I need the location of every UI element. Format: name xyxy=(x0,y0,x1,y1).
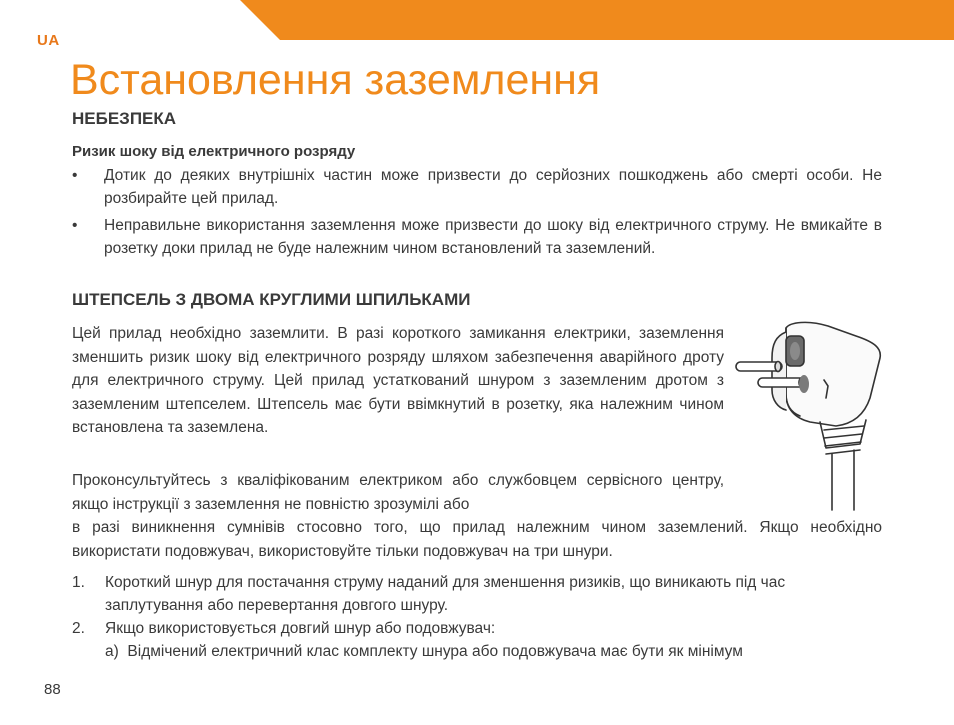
language-label: UA xyxy=(37,32,60,49)
sub-list-item xyxy=(105,640,885,663)
plug-section-heading: ШТЕПСЕЛЬ З ДВОМА КРУГЛИМИ ШПИЛЬКАМИ xyxy=(72,290,471,309)
page-title: Встановлення заземлення xyxy=(70,56,601,104)
consult-paragraph-end: в разі виникнення сумнівів стосовно того, що прилад належним чином заземлений. Якщо необхідно використати подовжувач, використовуйте тільки подовжувач на три шнури. xyxy=(72,519,882,560)
consult-paragraph-start: Проконсультуйтесь з кваліфікованим електриком або службовцем сервісного центру, якщо інструкції з заземлення не повністю зрозумілі або xyxy=(72,472,724,513)
shock-risk-subheading: Ризик шоку від електричного розряду xyxy=(72,143,356,160)
sub-item-text: Відмічений електричний клас комплекту шнура або подовжувача має бути як мінімум xyxy=(127,643,743,660)
list-item xyxy=(72,617,882,640)
bullet-text: Неправильне використання заземлення може призвести до шоку від електричного струму. Не вмикайте в розетку доки прилад не буде належним чином встановлений та заземлений. xyxy=(104,217,882,257)
list-item xyxy=(72,214,882,260)
list-item xyxy=(72,164,882,210)
page-number: 88 xyxy=(44,681,61,698)
bullet-mark: • xyxy=(72,167,78,184)
item-number: 1. xyxy=(72,574,85,591)
item-number: 2. xyxy=(72,620,85,637)
danger-heading: НЕБЕЗПЕКА xyxy=(72,109,177,128)
grounding-paragraph: Цей прилад необхідно заземлити. В разі короткого замикання електрики, заземлення зменшить ризик шоку від електричного розряду шляхом забезпечення аварійного дроту для електричного струму. Цей прилад устаткований шнуром з заземленим дротом з заземленим штепселем. Штепсель має бути ввімкнутий в розетку, яка належним чином встановлена та заземлена. xyxy=(72,325,724,436)
danger-bullet-list xyxy=(72,164,882,264)
plug-illustration-icon xyxy=(728,318,888,513)
list-item xyxy=(72,571,882,617)
item-text: Якщо використовується довгий шнур або подовжувач: xyxy=(105,620,496,637)
header-accent-band xyxy=(240,0,954,40)
bullet-mark: • xyxy=(72,217,78,234)
sub-item-mark: a) xyxy=(105,643,119,660)
bullet-text: Дотик до деяких внутрішніх частин може призвести до серйозних пошкоджень або смерті особи. Не розбирайте цей прилад. xyxy=(104,167,882,207)
numbered-list xyxy=(72,571,882,640)
item-text: Короткий шнур для постачання струму наданий для зменшення ризиків, що виникають під час заплутування або перевертання довгого шнуру. xyxy=(105,574,786,614)
